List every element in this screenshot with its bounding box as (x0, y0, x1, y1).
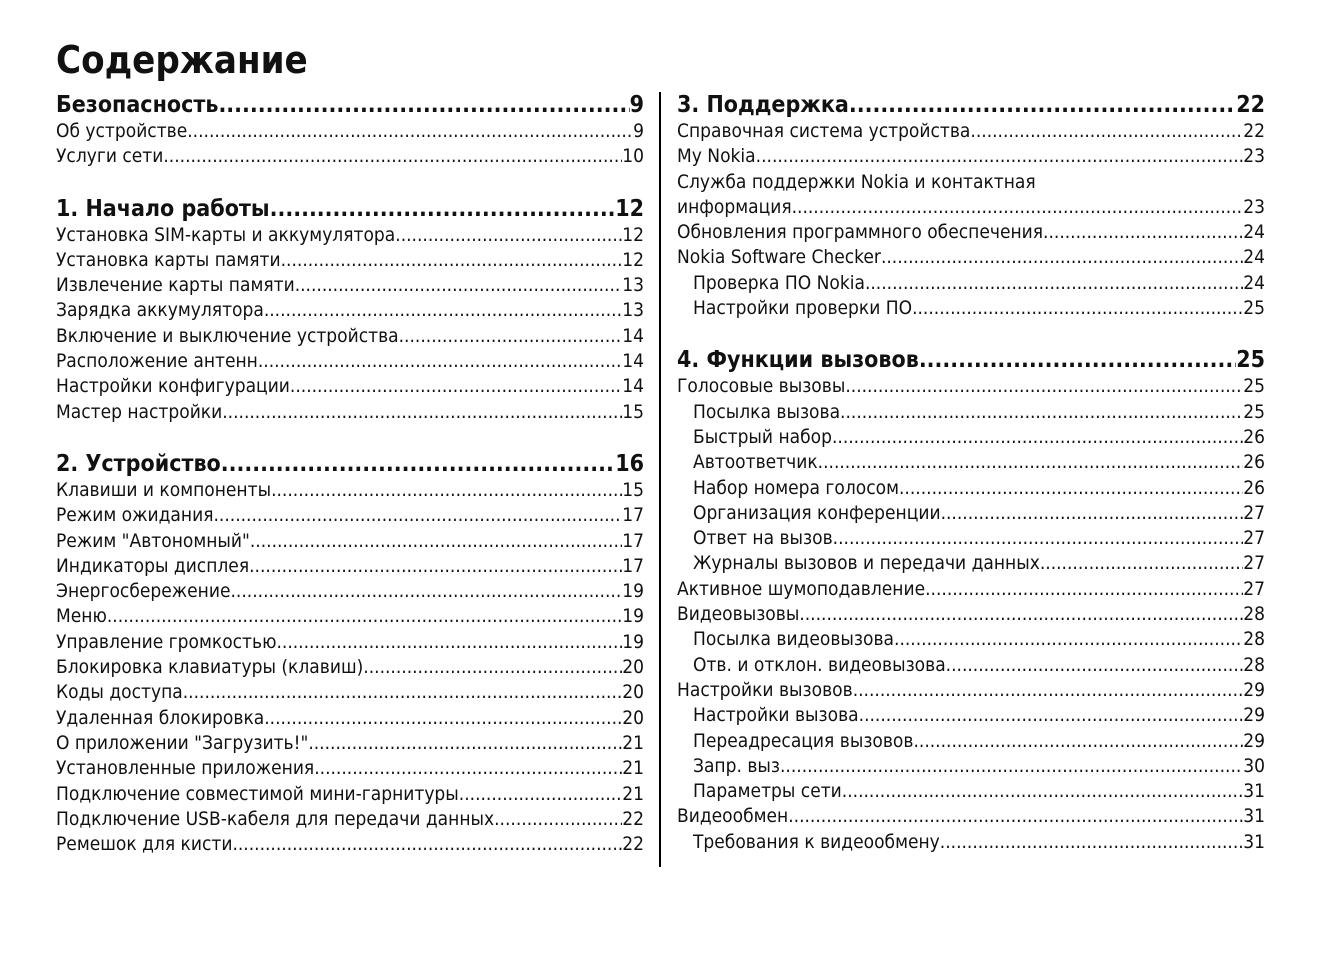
toc-section-heading[interactable] (56, 450, 644, 478)
toc-section (677, 346, 1265, 855)
dot-leader (264, 706, 622, 731)
dot-leader (218, 91, 629, 119)
dot-leader (899, 476, 1243, 501)
toc-subentry[interactable] (677, 551, 1265, 576)
toc-page-number: 22 (1236, 92, 1265, 118)
dot-leader (818, 450, 1244, 475)
dot-leader (792, 195, 1244, 220)
dot-leader (853, 678, 1244, 703)
dot-leader (183, 680, 623, 705)
toc-label: Индикаторы дисплея (56, 554, 250, 577)
toc-label: Режим ожидания (56, 504, 214, 527)
toc-page-number: 29 (1243, 729, 1265, 752)
toc-entry[interactable] (56, 554, 644, 579)
dot-leader (187, 119, 633, 144)
toc-page-number: 25 (1243, 375, 1265, 398)
toc-entry[interactable] (56, 374, 644, 399)
toc-label: Переадресация вызовов (693, 729, 914, 752)
dot-leader (940, 830, 1243, 855)
toc-entry[interactable] (56, 604, 644, 629)
dot-leader (270, 195, 616, 223)
toc-page-number: 28 (1243, 653, 1265, 676)
toc-section (56, 450, 644, 857)
toc-label: Услуги сети (56, 145, 164, 168)
toc-entry[interactable] (56, 144, 644, 169)
toc-page-number: 9 (629, 92, 644, 118)
dot-leader (1043, 220, 1243, 245)
toc-label: Посылка вызова (693, 400, 841, 423)
dot-leader (912, 296, 1243, 321)
toc-section-heading[interactable] (677, 91, 1265, 119)
toc-label: Удаленная блокировка (56, 706, 265, 729)
dot-leader (276, 630, 622, 655)
toc-label: Блокировка клавиатуры (клавиш) (56, 656, 364, 679)
toc-label: Проверка ПО Nokia (693, 271, 865, 294)
toc-label: Журналы вызовов и передачи данных (693, 552, 1040, 575)
toc-label: Организация конференции (693, 501, 941, 524)
toc-section (56, 91, 644, 170)
dot-leader (281, 248, 623, 273)
toc-subentry[interactable] (677, 754, 1265, 779)
toc-subentry[interactable] (677, 400, 1265, 425)
toc-page-number: 14 (622, 375, 644, 398)
toc-entry[interactable] (56, 248, 644, 273)
dot-leader (756, 144, 1244, 169)
toc-section-heading[interactable] (56, 91, 644, 119)
dot-leader (1040, 551, 1243, 576)
toc-entry[interactable] (677, 678, 1265, 703)
toc-page-number: 10 (622, 145, 644, 168)
toc-column-left (56, 90, 644, 882)
toc-subentry[interactable] (677, 830, 1265, 855)
toc-label: Коды доступа (56, 681, 183, 704)
toc-page-number: 27 (1243, 527, 1265, 550)
toc-label: Настройки конфигурации (56, 375, 290, 398)
toc-page-number: 12 (615, 195, 644, 222)
toc-page-number: 13 (622, 299, 644, 322)
toc-page-number: 25 (1243, 400, 1265, 423)
toc-label: Ответ на вызов (693, 527, 833, 550)
toc-page-number: 29 (1243, 704, 1265, 727)
toc-section (56, 195, 644, 425)
dot-leader (314, 756, 622, 781)
dot-leader (308, 731, 622, 756)
toc-page-number: 31 (1243, 780, 1265, 803)
toc-entry[interactable] (56, 706, 644, 731)
toc-page-number: 27 (1243, 552, 1265, 575)
toc-label: Меню (56, 605, 107, 628)
toc-label: 2. Устройство (56, 450, 221, 477)
toc-entry[interactable] (677, 245, 1265, 270)
dot-leader (494, 807, 622, 832)
toc-label: Мастер настройки (56, 400, 223, 423)
toc-entry[interactable] (56, 529, 644, 554)
toc-page-number: 24 (1243, 246, 1265, 269)
toc-page-number: 19 (622, 605, 644, 628)
toc-page-number: 14 (622, 324, 644, 347)
toc-label: Зарядка аккумулятора (56, 299, 264, 322)
dot-leader (222, 400, 622, 425)
toc-label: Извлечение карты памяти (56, 274, 295, 297)
toc-subentry[interactable] (677, 729, 1265, 754)
toc-entry[interactable] (56, 579, 644, 604)
toc-label: 1. Начало работы (56, 195, 270, 222)
toc-label: Настройки вызовов (677, 678, 853, 701)
toc-page-number: 21 (622, 757, 644, 780)
toc-label: Клавиши и компоненты (56, 478, 272, 501)
toc-page-number: 31 (1243, 830, 1265, 853)
dot-leader (919, 346, 1236, 374)
toc-label: Nokia Software Checker (677, 246, 881, 269)
toc-subentry[interactable] (677, 703, 1265, 728)
toc-entry[interactable] (56, 349, 644, 374)
dot-leader (249, 554, 622, 579)
toc-subentry[interactable] (677, 526, 1265, 551)
toc-page-number: 20 (622, 681, 644, 704)
dot-leader (788, 804, 1243, 829)
dot-leader (925, 577, 1243, 602)
dot-leader (395, 223, 622, 248)
toc-subentry[interactable] (677, 653, 1265, 678)
dot-leader (363, 655, 622, 680)
toc-label: Подключение USB-кабеля для передачи данных (56, 807, 495, 830)
toc-entry[interactable] (677, 577, 1265, 602)
toc-label: Установка карты памяти (56, 248, 281, 271)
dot-leader (913, 729, 1243, 754)
toc-label: Установленные приложения (56, 757, 315, 780)
toc-page-number: 15 (622, 400, 644, 423)
toc-entry[interactable] (677, 119, 1265, 144)
toc-page-number: 24 (1243, 271, 1265, 294)
toc-entry[interactable] (677, 374, 1265, 399)
toc-entry[interactable] (56, 832, 644, 857)
toc-subentry[interactable] (677, 627, 1265, 652)
toc-page-number: 16 (615, 450, 644, 477)
toc-label: Безопасность (56, 92, 219, 118)
toc-page-number: 20 (622, 656, 644, 679)
toc-label: Видеообмен (677, 805, 789, 828)
toc-page-number: 13 (622, 274, 644, 297)
toc-entry[interactable] (56, 756, 644, 781)
toc-page-number: 22 (622, 807, 644, 830)
dot-leader (459, 782, 622, 807)
toc-page-number: 9 (633, 120, 644, 142)
toc-page-number: 27 (1243, 501, 1265, 524)
toc-entry[interactable] (56, 782, 644, 807)
toc-page-number: 21 (622, 731, 644, 754)
toc-page-number: 21 (622, 782, 644, 805)
dot-leader (271, 478, 622, 503)
dot-leader (250, 529, 622, 554)
dot-leader (946, 653, 1244, 678)
toc-entry[interactable] (56, 119, 644, 144)
toc-label: Автоответчик (693, 451, 818, 474)
toc-subentry[interactable] (677, 476, 1265, 501)
toc-label: Справочная система устройства (677, 120, 971, 142)
toc-label: Параметры сети (693, 780, 842, 803)
toc-page-number: 26 (1243, 451, 1265, 474)
toc-entry[interactable] (56, 223, 644, 248)
toc-label: 3. Поддержка (677, 92, 849, 118)
toc-label: Подключение совместимой мини-гарнитуры (56, 782, 459, 805)
toc-page-number: 30 (1243, 754, 1265, 777)
dot-leader (840, 400, 1243, 425)
toc-entry[interactable] (56, 273, 644, 298)
toc-entry[interactable] (56, 400, 644, 425)
dot-leader (107, 604, 622, 629)
toc-entry[interactable] (56, 731, 644, 756)
dot-leader (881, 245, 1243, 270)
toc-page-number: 20 (622, 706, 644, 729)
dot-leader (894, 627, 1243, 652)
toc-page-number: 28 (1243, 628, 1265, 651)
toc-column-right (677, 90, 1265, 880)
toc-label: My Nokia (677, 145, 756, 168)
toc-page-number: 26 (1243, 476, 1265, 499)
toc-subentry[interactable] (677, 271, 1265, 296)
toc-entry[interactable] (677, 602, 1265, 627)
toc-section-heading[interactable] (56, 195, 644, 223)
dot-leader (859, 703, 1244, 728)
toc-page-number: 28 (1243, 603, 1265, 626)
toc-entry[interactable] (677, 144, 1265, 169)
toc-label: Об устройстве (56, 120, 188, 142)
toc-page-number: 23 (1243, 195, 1265, 218)
dot-leader (399, 324, 623, 349)
toc-label: О приложении "Загрузить!" (56, 731, 309, 754)
toc-entry[interactable] (56, 324, 644, 349)
toc-page-number: 22 (622, 833, 644, 856)
toc-page-number: 17 (622, 504, 644, 527)
dot-leader (832, 425, 1243, 450)
toc-label: Обновления программного обеспечения (677, 221, 1044, 244)
toc-page-number: 12 (622, 248, 644, 271)
toc-section (677, 91, 1265, 321)
toc-section-heading[interactable] (677, 346, 1265, 374)
toc-page-number: 31 (1243, 805, 1265, 828)
toc-label: Настройки проверки ПО (693, 297, 913, 320)
toc-label: Установка SIM-карты и аккумулятора (56, 223, 396, 246)
toc-page-number: 24 (1243, 221, 1265, 244)
toc-entry[interactable] (677, 170, 1265, 195)
toc-subentry[interactable] (677, 296, 1265, 321)
toc-entry[interactable] (56, 655, 644, 680)
toc-label: Запр. выз (693, 754, 780, 777)
dot-leader (213, 503, 622, 528)
dot-leader (231, 579, 623, 604)
toc-page-number: 22 (1243, 120, 1265, 142)
dot-leader (970, 119, 1243, 144)
toc-entry[interactable] (56, 630, 644, 655)
toc-subentry[interactable] (677, 779, 1265, 804)
dot-leader (941, 501, 1244, 526)
toc-page-number: 25 (1236, 347, 1265, 374)
toc-page-number: 15 (622, 478, 644, 501)
toc-entry[interactable] (56, 680, 644, 705)
dot-leader (163, 144, 622, 169)
column-divider (659, 92, 661, 867)
page-title: Содержание (56, 38, 308, 82)
dot-leader (264, 298, 622, 323)
toc-label: Служба поддержки Nokia и контактная (677, 170, 1036, 193)
toc-page-number: 27 (1243, 577, 1265, 600)
toc-entry[interactable] (677, 804, 1265, 829)
dot-leader (290, 374, 622, 399)
toc-page-number: 17 (622, 554, 644, 577)
dot-leader (799, 602, 1243, 627)
toc-page-number: 25 (1243, 297, 1265, 320)
toc-entry[interactable] (56, 807, 644, 832)
toc-entry[interactable] (677, 195, 1265, 220)
toc-label: Активное шумоподавление (677, 577, 926, 600)
toc-label: Посылка видеовызова (693, 628, 895, 651)
toc-label: Быстрый набор (693, 425, 832, 448)
dot-leader (258, 349, 622, 374)
toc-page-number: 26 (1243, 425, 1265, 448)
toc-entry[interactable] (56, 503, 644, 528)
toc-subentry[interactable] (677, 425, 1265, 450)
toc-subentry[interactable] (677, 501, 1265, 526)
toc-label: Голосовые вызовы (677, 375, 846, 398)
toc-page-number: 23 (1243, 145, 1265, 168)
toc-label: Набор номера голосом (693, 476, 899, 499)
toc-label: информация (677, 195, 792, 218)
dot-leader (865, 271, 1243, 296)
toc-page-number: 19 (622, 630, 644, 653)
toc-page-number: 19 (622, 580, 644, 603)
toc-label: Отв. и отклон. видеовызова (693, 653, 946, 676)
toc-label: Управление громкостью (56, 630, 277, 653)
dot-leader (845, 374, 1243, 399)
dot-leader (842, 779, 1243, 804)
toc-label: Включение и выключение устройства (56, 324, 399, 347)
toc-entry[interactable] (56, 478, 644, 503)
dot-leader (221, 450, 615, 478)
toc-label: Видеовызовы (677, 603, 800, 626)
toc-entry[interactable] (56, 298, 644, 323)
toc-label: Настройки вызова (693, 704, 859, 727)
dot-leader (232, 832, 622, 857)
dot-leader (780, 754, 1243, 779)
toc-label: Режим "Автономный" (56, 529, 250, 552)
toc-label: 4. Функции вызовов (677, 347, 919, 374)
dot-leader (849, 91, 1236, 119)
toc-label: Энергосбережение (56, 580, 231, 603)
dot-leader (295, 273, 623, 298)
toc-page-number: 17 (622, 529, 644, 552)
toc-label: Расположение антенн (56, 350, 258, 373)
toc-entry[interactable] (677, 220, 1265, 245)
toc-label: Требования к видеообмену (693, 830, 940, 853)
toc-page-number: 12 (622, 223, 644, 246)
toc-subentry[interactable] (677, 450, 1265, 475)
toc-label: Ремешок для кисти (56, 833, 233, 856)
dot-leader (833, 526, 1244, 551)
toc-page-number: 14 (622, 350, 644, 373)
toc-page-number: 29 (1243, 678, 1265, 701)
